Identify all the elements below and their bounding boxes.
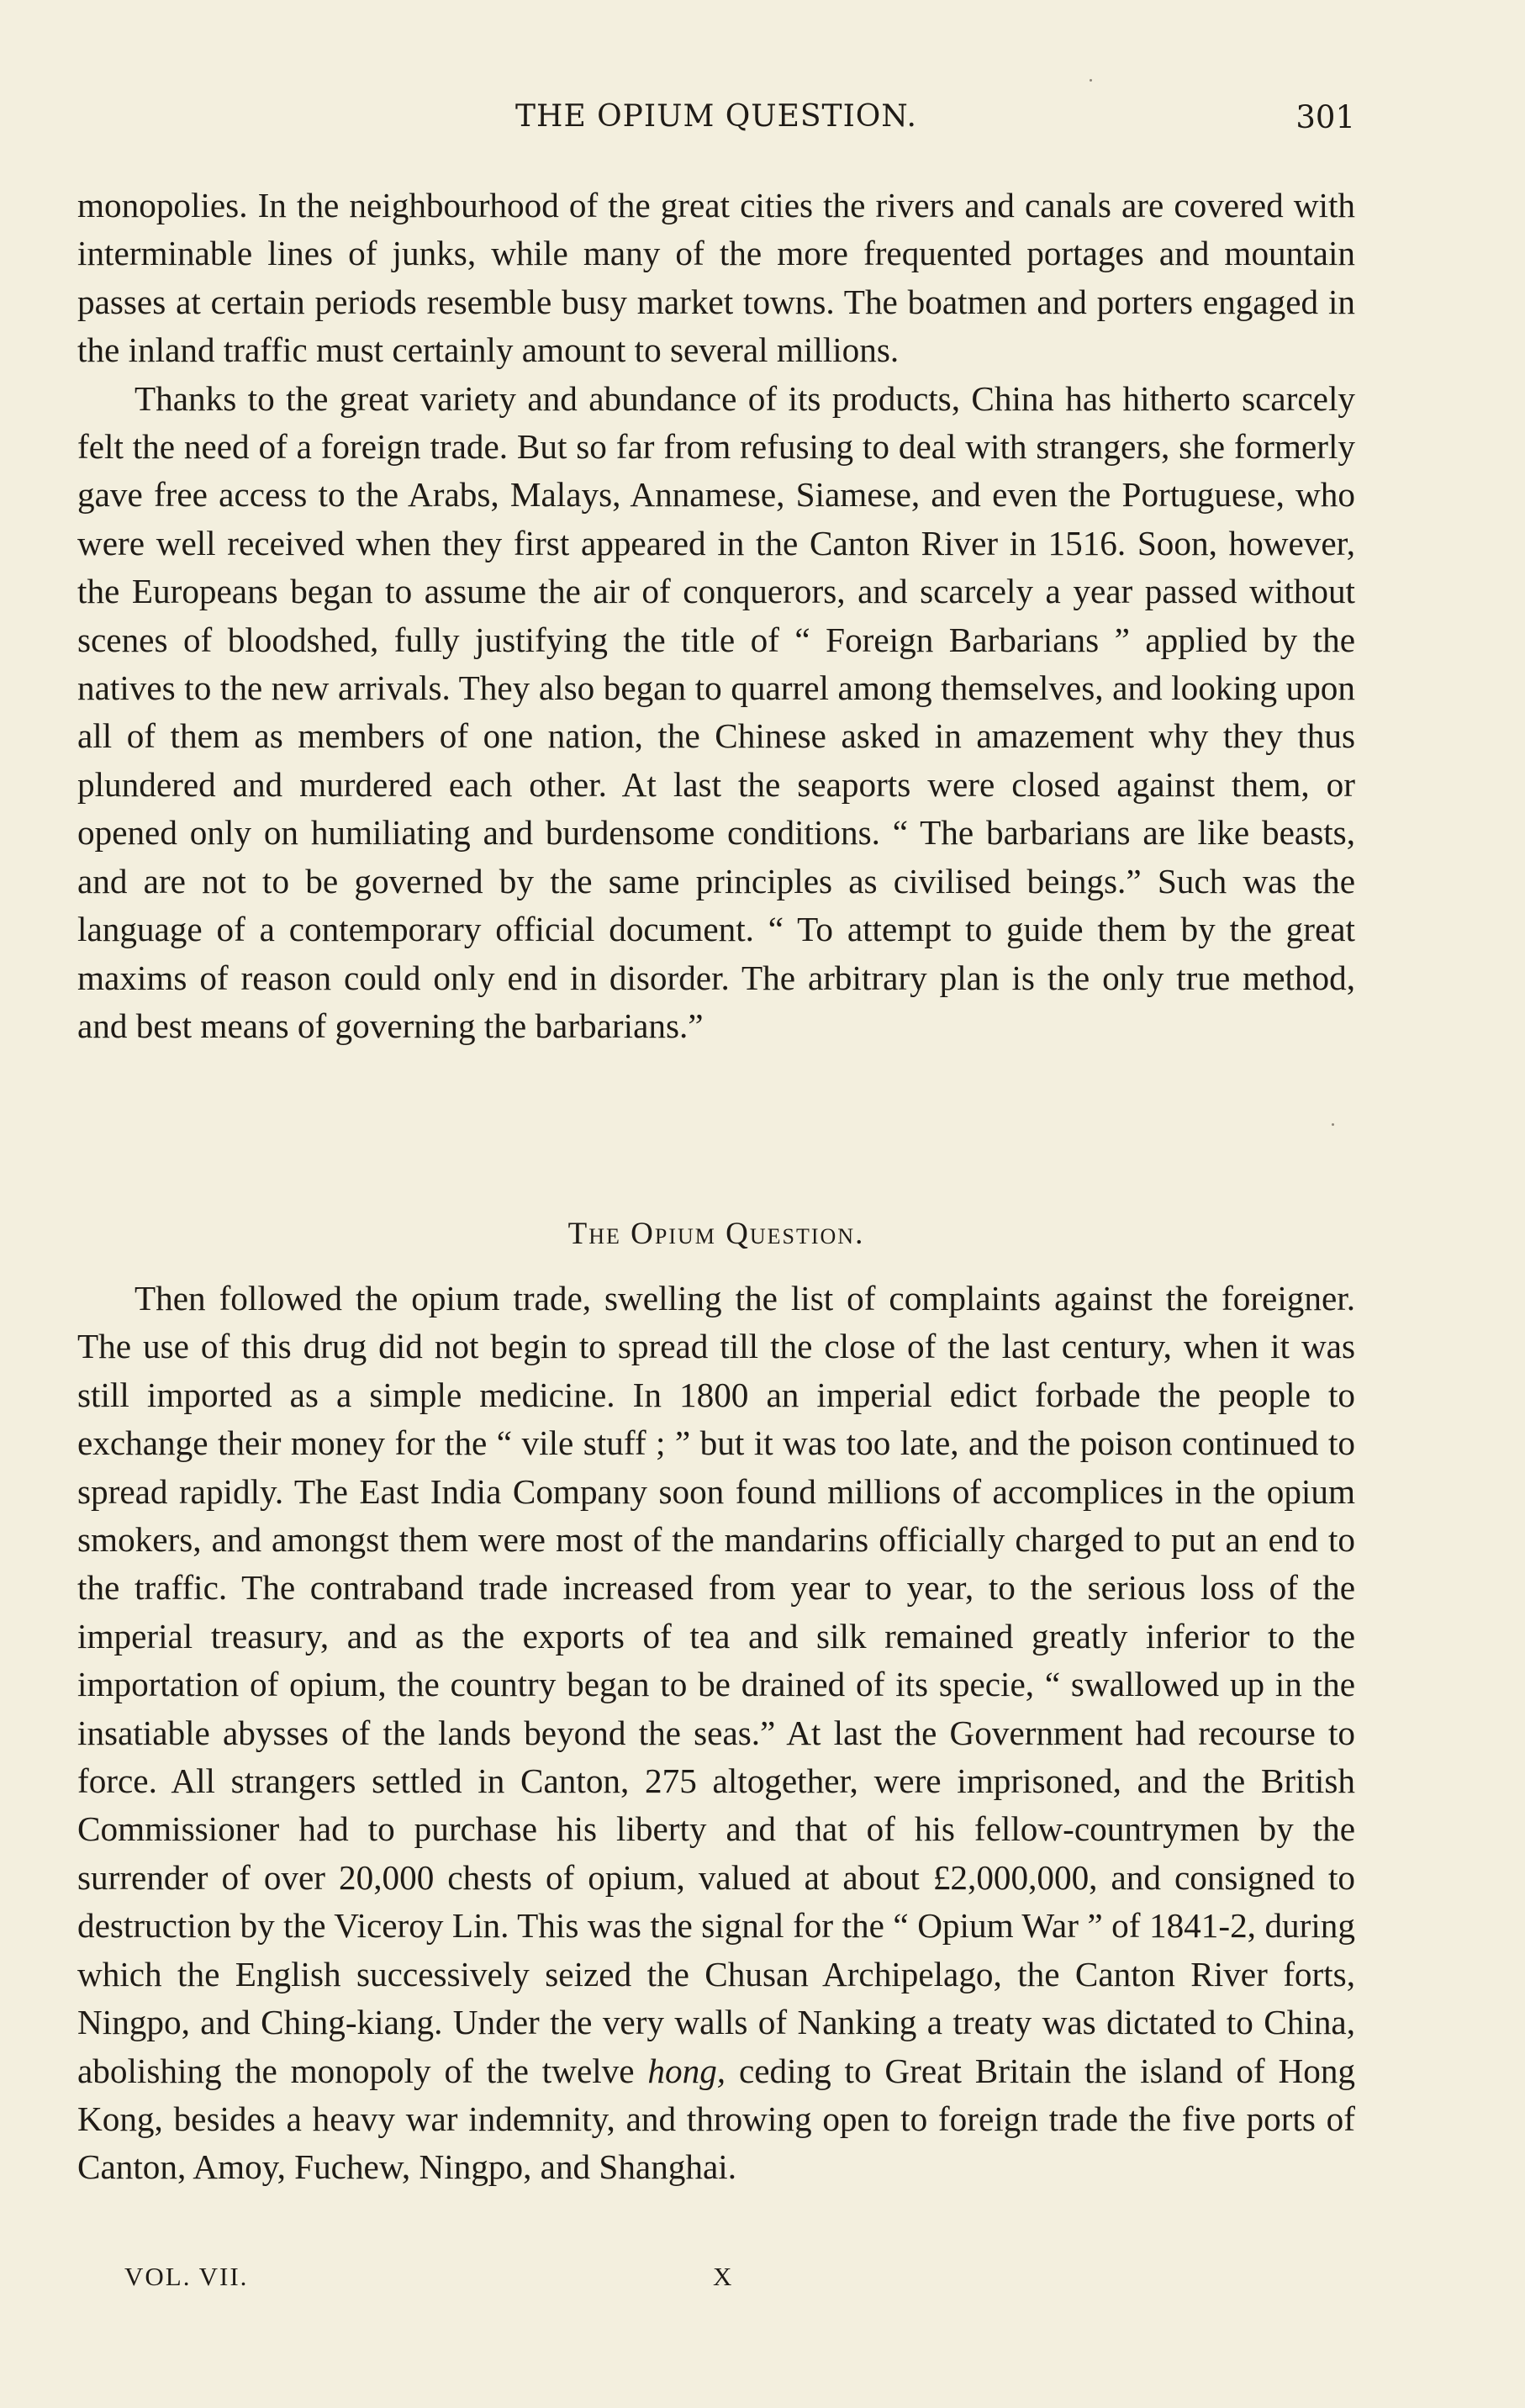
paragraph-part-1: Then followed the opium trade, swelling the list of complaints against the foreigner. The use of this drug did not begin to spread till the close of the last century, when it was still imported as a simple medicine. In 1800 an imperial edict forbade the people to exchange their money for the “ vile stuff ; ” but it was too late, and the poison continued to spread rapidly. The East India Company soon found millions of accomplices in the opium smokers, and amongst them were most of the mandarins officially charged to put an end to the traffic. The contraband trade increased from year to year, to the serious loss of the imperial treasury, and as the exports of tea and silk remained greatly inferior to the importation of opium, the country began to be drained of its specie, “ swallowed up in the insatiable abysses of the lands beyond the seas.” At last the Government had recourse to force. All strangers settled in Canton, 275 altogether, were imprisoned, and the British Commissioner had to purchase his liberty and that of his fellow-countrymen by the surrender of over 20,000 chests of opium, valued at about £2,000,000, and consigned to destruction by the Viceroy Lin. This was the signal for the “ Opium War ” of 1841-2, during which the English successively seized the Chusan Archipelago, the Canton River forts, Ningpo, and Ching-kiang. Under the very walls of Nanking a treaty was dictated to China, abolishing the monopoly of the twelve [77,1279,1355,2090]
volume-footer: VOL. VII. [124,2262,249,2291]
paragraph-monopolies: monopolies. In the neighbourhood of the great cities the rivers and canals are covered with interminable lines of junks, while many of the more frequented portages and mountain passes at certain periods resemble busy market towns. The boatmen and porters engaged in the inland traffic must certainly amount to several millions. [77,186,1355,370]
paper-speck [1090,79,1092,82]
running-title: THE OPIUM QUESTION. [515,99,917,134]
running-head [77,99,1355,150]
page-number: 301 [1295,99,1355,135]
paragraph-part-2: ceding to Great Britain the island of Hong Kong, besides a heavy war indemnity, and throwing open to foreign trade the five ports of Canton, Amoy, Fuchew, Ningpo, and Shanghai. [77,2051,1356,2187]
opening-text [77,182,1355,1050]
paragraph-foreign-trade: Thanks to the great variety and abundance of its products, China has hitherto scarcely felt the need of a foreign trade. But so far from refusing to deal with strangers, she formerly gave free access to the Arabs, Malays, Annamese, Siamese, and even the Portuguese, who were well received when they first appeared in the Canton River in 1516. Soon, however, the Europeans began to assume the air of conquerors, and scarcely a year passed without scenes of bloodshed, fully justifying the title of “ Foreign Barbarians ” applied by the natives to the new arrivals. They also began to quarrel among themselves, and looking upon all of them as members of one nation, the Chinese asked in amazement why they thus plundered and murdered each other. At last the seaports were closed against them, or opened only on humiliating and burdensome conditions. “ The barbarians are like beasts, and are not to be governed by the same principles as civilised beings.” Such was the language of a contemporary official document. “ To attempt to guide them by the great maxims of reason could only end in disorder. The arbitrary plan is the only true method, and best means of governing the barbarians.” [77,378,1355,1045]
italic-term-hong: hong, [647,2051,726,2090]
section-heading: The Opium Question. [567,1217,865,1251]
paragraph-opium-trade [77,1275,1355,2192]
signature-mark: X [713,2262,734,2291]
section-text [77,1275,1355,2192]
paper-speck [1332,1123,1334,1126]
